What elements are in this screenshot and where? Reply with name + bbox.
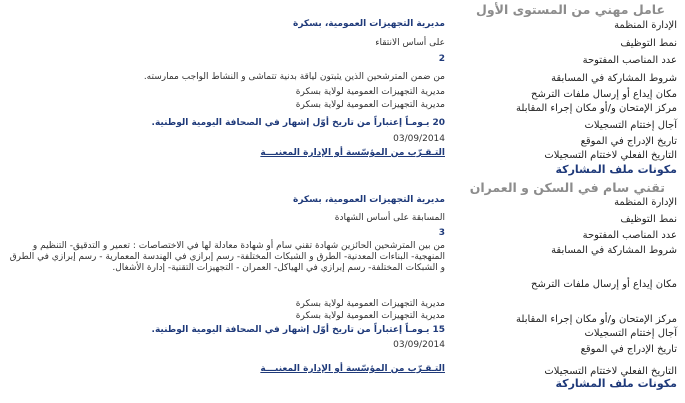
registration-deadline-label: آجال إختتام التسجيلات (584, 120, 677, 131)
actual-close-date-label: التاريخ الفعلي لاختتام التسجيلات (544, 150, 677, 161)
exam-center-value: مديرية التجهيزات العمومية لولاية بسكرة (295, 100, 445, 110)
open-positions-label: عدد المناصب المفتوحة (582, 55, 677, 66)
exam-center-label: مركز الإمتحان و/أو مكان إجراء المقابلة (516, 103, 677, 114)
recruitment-mode-label: نمط التوظيف (620, 214, 677, 225)
posting-date-value: 03/09/2014 (393, 134, 445, 144)
contact-admin-link[interactable]: التـقـرّب من المؤسّسة أو الإدارة المعنيـــة (260, 148, 445, 158)
organizing-admin-label: الإدارة المنظمة (614, 197, 677, 208)
registration-deadline-value: 15 يـومـاً إعتباراً من تاريخ أوّل إشهار في الصحافة اليومية الوطنية. (151, 325, 445, 335)
participation-conditions-value: من بين المترشحين الحائزين شهادة تقني سام أو شهادة معادلة لها في الاختصاصات : تعمير و التدقيق- التنظيم و المنهجية- البناءات المعدنية- الطرق و الشبكات المختلفة- رسم إبرازي في الهندسة المعمارية - رسم إبرازي في الطرق و الشبكات المختلفة- رسم إبرازي في الهياكل- العمران - التجهيزات التقنية- إدارة الأشغال. (9, 241, 445, 273)
posting-date-label: تاريخ الإدراج في الموقع (580, 344, 677, 355)
posting-date-value: 03/09/2014 (393, 340, 445, 350)
actual-close-date-label: التاريخ الفعلي لاختتام التسجيلات (544, 366, 677, 377)
registration-deadline-label: آجال إختتام التسجيلات (584, 328, 677, 339)
participation-file-components-link[interactable]: مكونات ملف المشاركة (555, 163, 677, 176)
deposit-place-value: مديرية التجهيزات العمومية لولاية بسكرة (295, 299, 445, 309)
section-2-title: تقني سام في السكن و العمران (469, 180, 665, 195)
deposit-place-label: مكان إيداع أو إرسال ملفات الترشح (530, 89, 677, 100)
organizing-admin-value: مديرية التجهيزات العمومية، بسكرة (293, 195, 445, 205)
organizing-admin-label: الإدارة المنظمة (614, 20, 677, 31)
participation-conditions-value: من ضمن المترشحين الذين يثبتون لياقة بدنية تتماشى و النشاط الواجب ممارسته. (143, 72, 445, 82)
participation-conditions-label: شروط المشاركة في المسابقة (551, 245, 677, 256)
open-positions-value: 2 (438, 54, 445, 64)
participation-file-components-link[interactable]: مكونات ملف المشاركة (555, 377, 677, 390)
contact-admin-link[interactable]: التـقـرّب من المؤسّسة أو الإدارة المعنيـــة (260, 364, 445, 374)
section-1-title: عامل مهني من المستوى الأول (476, 2, 665, 17)
recruitment-mode-value: على أساس الانتقاء (375, 38, 445, 48)
recruitment-mode-label: نمط التوظيف (620, 38, 677, 49)
participation-conditions-label: شروط المشاركة في المسابقة (551, 73, 677, 84)
deposit-place-label: مكان إيداع أو إرسال ملفات الترشح (530, 279, 677, 290)
open-positions-value: 3 (438, 228, 445, 238)
posting-date-label: تاريخ الإدراج في الموقع (580, 136, 677, 147)
organizing-admin-value: مديرية التجهيزات العمومية، بسكرة (293, 19, 445, 29)
deposit-place-value: مديرية التجهيزات العمومية لولاية بسكرة (295, 87, 445, 97)
recruitment-mode-value: المسابقة على أساس الشهادة (334, 213, 445, 223)
registration-deadline-value: 20 يـومـاً إعتباراً من تاريخ أوّل إشهار في الصحافة اليومية الوطنية. (151, 118, 445, 128)
exam-center-label: مركز الإمتحان و/أو مكان إجراء المقابلة (516, 314, 677, 325)
exam-center-value: مديرية التجهيزات العمومية لولاية بسكرة (295, 311, 445, 321)
open-positions-label: عدد المناصب المفتوحة (582, 230, 677, 241)
